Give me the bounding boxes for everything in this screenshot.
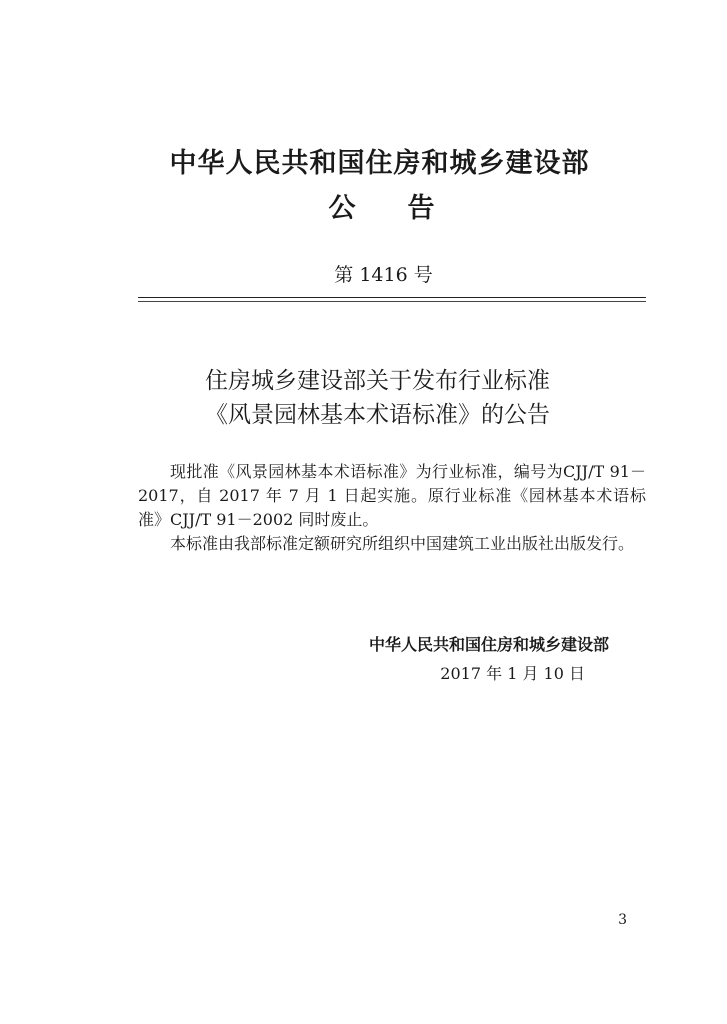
notice-headline [0, 364, 727, 432]
body-paragraph-2: 本标准由我部标准定额研究所组织中国建筑工业出版社出版发行。 [170, 534, 635, 553]
page-number: 3 [618, 912, 627, 928]
body-paragraph-1: 现批准《风景园林基本术语标准》为行业标准，编号为CJJ/T 91－2017，自 2017 年 7 月 1 日起实施。原行业标准《园林基本术语标准》CJJ/T 91－2002 同时废止。 [138, 462, 646, 529]
divider-rule [138, 297, 646, 298]
issuer-title: 中华人民共和国住房和城乡建设部 [169, 148, 590, 179]
signature-organization: 中华人民共和国住房和城乡建设部 [368, 635, 609, 654]
notice-body [138, 460, 646, 556]
headline-line-2: 《风景园林基本术语标准》的公告 [205, 402, 550, 428]
notice-number: 第 1416 号 [334, 264, 433, 286]
divider-rule-thin [138, 301, 646, 302]
headline-line-1: 住房城乡建设部关于发布行业标准 [205, 368, 550, 394]
signature-date: 2017 年 1 月 10 日 [440, 664, 585, 683]
notice-heading: 公告 [328, 193, 487, 224]
